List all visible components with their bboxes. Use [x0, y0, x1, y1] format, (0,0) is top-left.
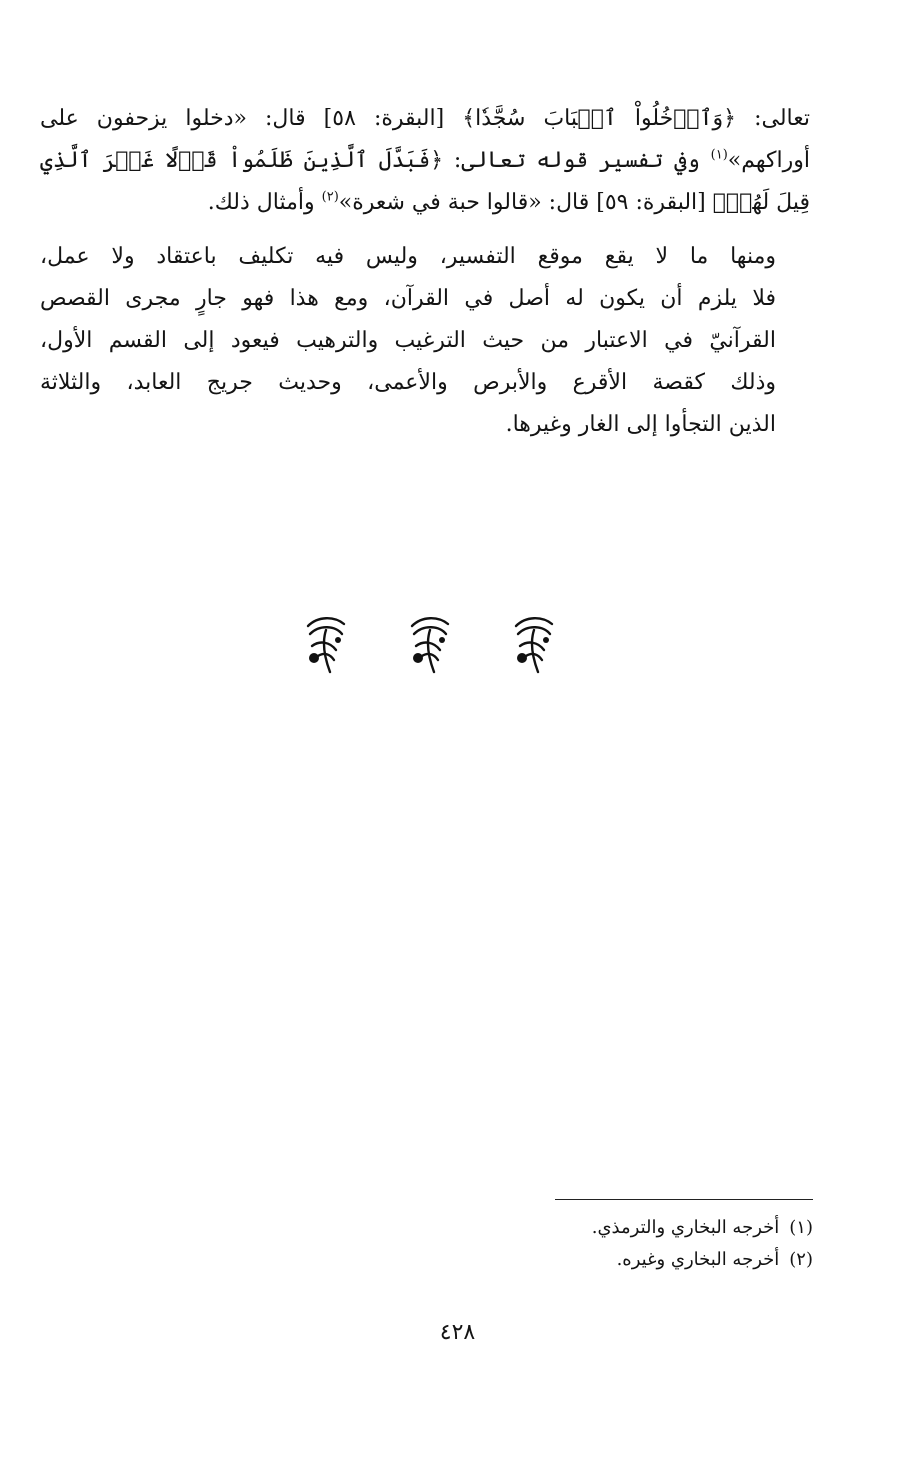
- footnote-ref-2: (٢): [321, 189, 339, 205]
- footnote-text: أخرجه البخاري والترمذي.: [591, 1217, 780, 1238]
- page-number: ٤٢٨: [439, 1320, 476, 1345]
- text-line: فلا يلزم أن يكون له أصل في القرآن، ومع هذا فهو جارٍ مجرى القصص: [40, 286, 776, 311]
- footnote-number: (٢): [789, 1249, 813, 1270]
- floral-ornament-icon: [300, 612, 352, 678]
- text-line: [40, 182, 810, 224]
- footnote-2: [500, 1244, 813, 1276]
- section-divider: [300, 612, 560, 682]
- text-fragment: أوراكهم»: [727, 148, 810, 173]
- floral-ornament-icon: [404, 612, 456, 678]
- main-text: [40, 98, 810, 446]
- paragraph-1: [40, 98, 810, 224]
- text-line: [40, 140, 810, 182]
- footnote-divider: [555, 1199, 813, 1200]
- text-line: القرآنيّ في الاعتبار من حيث الترغيب والترهيب فيعود إلى القسم الأول،: [40, 328, 776, 353]
- text-fragment: وفي تفسير قوله تعالى: ﴿فَبَدَّلَ ٱلَّذِينَ ظَلَمُواْ قَوۡلًا غَيۡرَ ٱلَّذِي: [40, 148, 700, 173]
- text-line: تعالى: ﴿وَٱدۡخُلُواْ ٱلۡبَابَ سُجَّدٗا﴾ [البقرة: ٥٨] قال: «دخلوا يزحفون على: [40, 106, 810, 131]
- footnote-ref-1: (١): [710, 147, 728, 163]
- floral-ornament-icon: [508, 612, 560, 678]
- footnotes: [500, 1212, 813, 1276]
- paragraph-2: [40, 236, 810, 446]
- text-line: ومنها ما لا يقع موقع التفسير، وليس فيه تكليف باعتقاد ولا عمل،: [40, 244, 776, 269]
- text-line: الذين التجأوا إلى الغار وغيرها.: [505, 412, 776, 437]
- footnote-1: [500, 1212, 813, 1244]
- text-fragment: وأمثال ذلك.: [207, 190, 315, 215]
- text-line: وذلك كقصة الأقرع والأبرص والأعمى، وحديث جريج العابد، والثلاثة: [40, 370, 776, 395]
- text-fragment: قِيلَ لَهُمۡ﴾ [البقرة: ٥٩] قال: «قالوا حبة في شعرة»: [338, 190, 810, 215]
- footnote-text: أخرجه البخاري وغيره.: [616, 1249, 780, 1270]
- footnote-number: (١): [789, 1217, 813, 1238]
